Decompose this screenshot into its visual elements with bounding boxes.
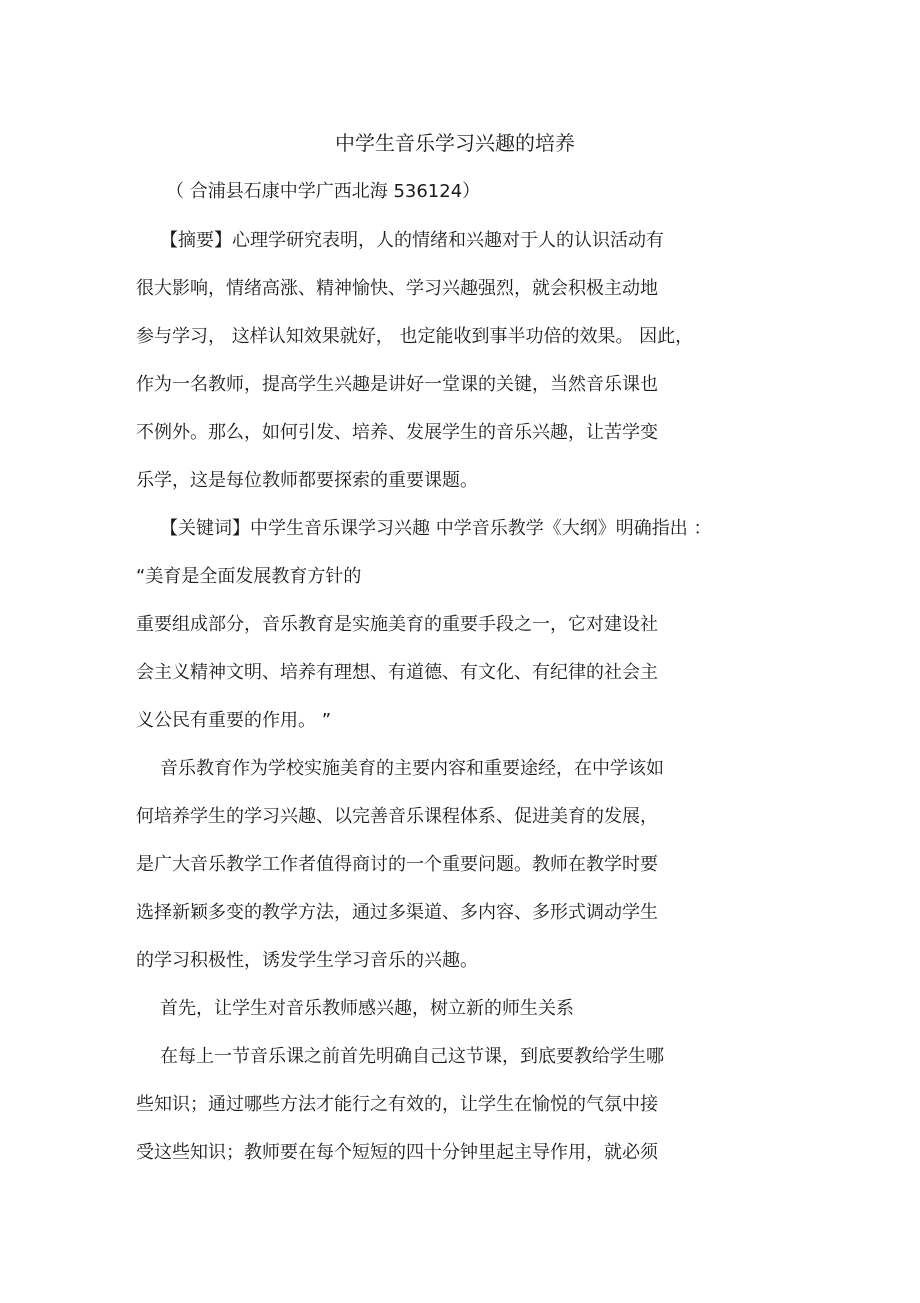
- paragraph-line: 是广大音乐教学工作者值得商讨的一个重要问题。教师在教学时要: [136, 854, 658, 875]
- abstract-line: 不例外。那么，如何引发、培养、发展学生的音乐兴趣，让苦学变: [136, 422, 658, 443]
- keywords-line: 义公民有重要的作用。 ”: [136, 710, 332, 731]
- abstract-line: 【摘要】心理学研究表明，人的情绪和兴趣对于人的认识活动有: [160, 230, 664, 251]
- paragraph-line: 何培养学生的学习兴趣、以完善音乐课程体系、促进美育的发展，: [136, 806, 658, 827]
- section-line: 受这些知识；教师要在每个短短的四十分钟里起主导作用，就必须: [136, 1142, 658, 1163]
- section-heading: 首先，让学生对音乐教师感兴趣，树立新的师生关系: [160, 998, 574, 1019]
- document-title: 中学生音乐学习兴趣的培养: [335, 131, 575, 155]
- paragraph-line: 选择新颖多变的教学方法，通过多渠道、多内容、多形式调动学生: [136, 902, 658, 923]
- keywords-line: 【关键词】中学生音乐课学习兴趣 中学音乐教学《大纲》明确指出 ：: [160, 518, 712, 539]
- abstract-line: 很大影响，情绪高涨、精神愉快、学习兴趣强烈，就会积极主动地: [136, 278, 658, 299]
- paragraph-line: 音乐教育作为学校实施美育的主要内容和重要途经，在中学该如: [160, 758, 664, 779]
- keywords-line: 重要组成部分，音乐教育是实施美育的重要手段之一，它对建设社: [136, 614, 658, 635]
- keywords-line: 会主义精神文明、培养有理想、有道德、有文化、有纪律的社会主: [136, 662, 658, 683]
- section-line: 些知识；通过哪些方法才能行之有效的，让学生在愉悦的气氛中接: [136, 1094, 658, 1115]
- paragraph-line: 的学习积极性，诱发学生学习音乐的兴趣。: [136, 950, 478, 971]
- abstract-line: 乐学，这是每位教师都要探索的重要课题。: [136, 470, 478, 491]
- author-affiliation: （ 合浦县石康中学广西北海 536124）: [166, 181, 481, 202]
- keywords-line: “美育是全面发展教育方针的: [136, 566, 362, 587]
- abstract-line: 作为一名教师，提高学生兴趣是讲好一堂课的关键，当然音乐课也: [136, 374, 658, 395]
- section-line: 在每上一节音乐课之前首先明确自己这节课，到底要教给学生哪: [160, 1046, 664, 1067]
- abstract-line: 参与学习， 这样认知效果就好， 也定能收到事半功倍的效果。 因此，: [136, 326, 694, 347]
